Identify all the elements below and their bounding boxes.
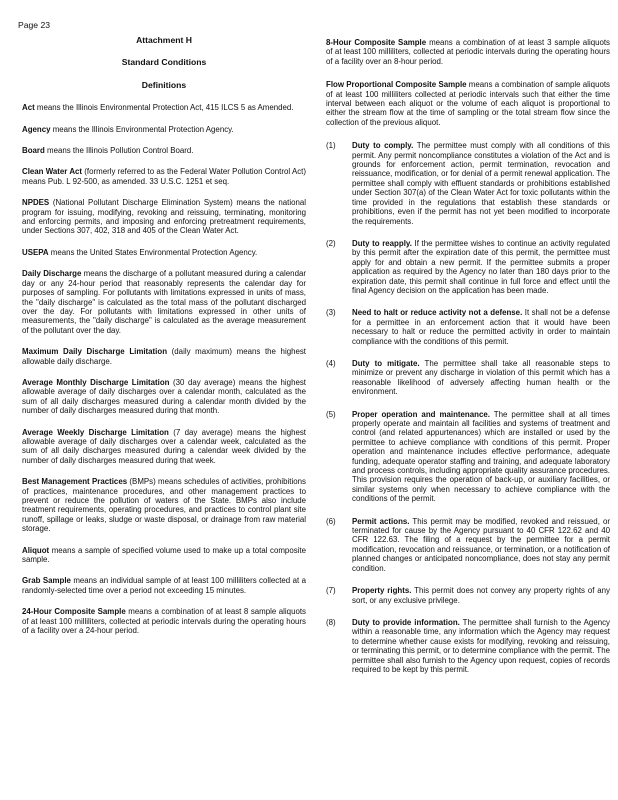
condition-title: Duty to comply. (352, 141, 414, 151)
condition-text: It shall not be a defense for a permittee in an enforcement action that it would have been necessary to halt or reduce the permitted activity in order to maintain compliance with the conditions of this permit. (352, 308, 610, 346)
definition-text: (daily maximum) means the highest allowable daily discharge. (22, 347, 306, 366)
definition-text: (BMPs) means schedules of activities, prohibitions of practices, maintenance procedures, and other management practices to prevent or reduce the pollution of waters of the State. BMPs also include treatment requirements, operating procedures, and practices to control plant site runoff, spillage or leaks, sludge or waste disposal, or drainage from raw material storage. (22, 477, 306, 534)
page-number: Page 23 (18, 20, 51, 30)
condition-body (352, 239, 610, 295)
definition-npdes (22, 198, 306, 236)
definition-term: USEPA (22, 247, 49, 257)
condition-title: Duty to mitigate. (352, 358, 420, 368)
definition-clean-water-act (22, 167, 306, 186)
condition-proper-operation (326, 410, 610, 504)
condition-title: Permit actions. (352, 516, 410, 526)
condition-text: If the permittee wishes to continue an activity regulated by this permit after the expiration date of this permit, the permittee must apply for and obtain a new permit. If the permittee submits a proper application as required by the Agency no later than 180 days prior to the expiration date, this permit shall continue in full force and effect until the final Agency decision on the application has been made. (352, 238, 610, 295)
definition-text: means the Illinois Environmental Protection Agency. (50, 124, 234, 134)
definition-average-monthly-discharge (22, 378, 306, 416)
condition-body (352, 141, 610, 226)
condition-text: This permit does not convey any property rights of any sort, or any exclusive privilege. (352, 586, 610, 605)
definition-agency (22, 125, 306, 134)
definition-term: Average Weekly Discharge Limitation (22, 427, 169, 437)
definitions-heading: Definitions (141, 79, 187, 90)
condition-number: (1) (326, 141, 336, 151)
condition-duty-to-mitigate (326, 359, 610, 397)
definition-term: NPDES (22, 198, 50, 208)
definition-flow-proportional-composite-sample (326, 80, 610, 127)
definition-maximum-daily-discharge (22, 347, 306, 366)
condition-number: (5) (326, 409, 336, 419)
definition-text: means the Illinois Pollution Control Board. (44, 146, 194, 156)
definition-term: Grab Sample (22, 576, 71, 586)
definition-text: means a sample of specified volume used to make up a total composite sample. (22, 545, 306, 565)
condition-duty-to-provide-information (326, 618, 610, 674)
condition-number: (2) (326, 238, 336, 248)
condition-number: (6) (326, 516, 336, 526)
definition-term: Board (22, 146, 45, 156)
condition-permit-actions (326, 517, 610, 573)
definition-term: Clean Water Act (22, 167, 83, 177)
condition-body (352, 517, 610, 573)
condition-title: Need to halt or reduce activity not a defense. (352, 308, 523, 318)
definition-average-weekly-discharge (22, 428, 306, 466)
condition-body (352, 308, 610, 346)
definition-text: (30 day average) means the highest allowable average of daily discharges over a calendar month, calculated as the sum of all daily discharges measured during a calendar month divided by the number of daily discharges measured during that month. (22, 377, 306, 416)
condition-text: This permit may be modified, revoked and reissued, or terminated for cause by the Agency pursuant to 40 CFR 122.62 and 40 CFR 122.63. The filing of a request by the permittee for a permit modification, revocation and reissuance, or termination, or a notification of planned changes or anticipated noncompliance, does not stay any permit condition. (352, 516, 611, 573)
attachment-title: Attachment H (136, 35, 192, 45)
condition-duty-to-reapply (326, 239, 610, 295)
definition-term: Aliquot (22, 545, 50, 555)
condition-title: Duty to provide information. (352, 617, 460, 627)
condition-number: (7) (326, 586, 336, 596)
condition-text: The permittee shall furnish to the Agency within a reasonable time, any information which the Agency may request to determine whether cause exists for modifying, revoking and reissuing, or terminating this permit, or to determine compliance with the permit. The permittee shall also furnish to the Agency upon request, copies of records required to be kept by this permit. (352, 617, 610, 674)
definition-term: Daily Discharge (22, 269, 82, 279)
definition-term: Agency (22, 124, 51, 134)
condition-title: Duty to reapply. (352, 238, 412, 248)
condition-text: The permittee must comply with all conditions of this permit. Any permit noncompliance constitutes a violation of the Act and is grounds for enforcement action, permit termination, revocation and reissuance, modification, or for denial of a permit renewal application. The permittee shall comply with effluent standards or prohibitions established under Section 307(a) of the Clean Water Act for toxic pollutants within the time provided in the regulations that establish these standards or prohibitions, even if the permit has not yet been modified to incorporate the requirements. (352, 141, 610, 226)
right-column (326, 38, 610, 687)
definition-term: Maximum Daily Discharge Limitation (22, 347, 168, 357)
definition-8-hour-composite-sample (326, 38, 610, 66)
definition-term: Flow Proportional Composite Sample (326, 80, 467, 90)
definition-text: (National Pollutant Discharge Elimination System) means the national program for issuing, modifying, revoking and reissuing, terminating, monitoring and enforcing permits, and imposing and enforcing pretreatment requirements, under Sections 307, 402, 318 and 405 of the Clean Water Act. (22, 198, 306, 236)
definition-text: means a combination of sample aliquots of at least 100 milliliters collected at periodic intervals such that either the time interval between each aliquot or the volume of each aliquot is proportional to either the stream flow at the time of sampling or the total stream flow since the collection of the previous aliquot. (326, 80, 610, 127)
definition-text: (7 day average) means the highest allowable average of daily discharges over a calendar week, calculated as the sum of all daily discharges measured during a calendar week divided by the number of daily discharges measured during that week. (22, 427, 306, 465)
definition-text: means the discharge of a pollutant measured during a calendar day or any 24-hour period that reasonably represents the calendar day for purposes of sampling. For pollutants with limitations expressed in units of mass, the "daily discharge" is calculated as the total mass of the pollutant discharged over the day. For pollutants with limitations expressed in other units of measurements, the "daily discharge" is calculated as the average measurement of the pollutant over the day. (22, 269, 306, 335)
condition-text: The permittee shall at all times properly operate and maintain all facilities and systems of treatment and control (and related appurtenances) which are installed or used by the permittee to achieve compliance with conditions of this permit. Proper operation and maintenance includes effective performance, adequate funding, adequate operator staffing and training, and adequate laboratory and process controls, including appropriate quality assurance procedures. This provision requires the operation of back-up, or auxiliary facilities, or similar systems only when necessary to achieve compliance with the conditions of the permit. (352, 409, 610, 504)
definition-best-management-practices (22, 477, 306, 533)
condition-duty-to-comply (326, 141, 610, 226)
definition-text: (formerly referred to as the Federal Water Pollution Control Act) means Pub. L 92-500, as amended. 33 U.S.C. 1251 et seq. (22, 167, 306, 186)
definition-grab-sample (22, 576, 306, 595)
definition-text: means the United States Environmental Protection Agency. (48, 247, 258, 257)
condition-number: (4) (326, 358, 336, 368)
definition-term: 24-Hour Composite Sample (22, 607, 126, 617)
definition-term: Best Management Practices (22, 477, 128, 487)
condition-number: (8) (326, 617, 336, 627)
definition-term: Act (22, 103, 35, 113)
condition-text: The permittee shall take all reasonable steps to minimize or prevent any discharge in violation of this permit which has a reasonable likelihood of adversely affecting human health or the environment. (352, 358, 611, 397)
condition-body (352, 359, 610, 397)
condition-property-rights (326, 586, 610, 605)
definition-text: means an individual sample of at least 100 milliliters collected at a randomly-selected time over a period not exceeding 15 minutes. (22, 576, 306, 595)
definition-act (22, 103, 306, 112)
condition-need-to-halt (326, 308, 610, 346)
left-column (22, 36, 306, 647)
standard-conditions-heading: Standard Conditions (121, 57, 207, 68)
definition-text: means a combination of at least 8 sample aliquots of at least 100 milliliters, collected at periodic intervals during the operating hours of a facility over a 24-hour period. (22, 607, 306, 636)
condition-title: Property rights. (352, 586, 412, 596)
condition-number: (3) (326, 308, 336, 318)
definition-term: 8-Hour Composite Sample (326, 38, 427, 47)
definition-text: means the Illinois Environmental Protection Act, 415 ILCS 5 as Amended. (34, 103, 294, 113)
definition-term: Average Monthly Discharge Limitation (22, 377, 170, 387)
condition-body (352, 410, 610, 504)
definition-text: means a combination of at least 3 sample aliquots of at least 100 milliliters, collected at periodic intervals during the operating hours of a facility over an 8-hour period. (326, 38, 611, 66)
definition-aliquot (22, 546, 306, 565)
condition-body (352, 618, 610, 674)
definition-daily-discharge (22, 269, 306, 335)
definition-usepa (22, 248, 306, 257)
definition-board (22, 146, 306, 155)
condition-title: Proper operation and maintenance. (352, 409, 490, 419)
definition-24-hour-composite-sample (22, 607, 306, 635)
condition-body (352, 586, 610, 605)
